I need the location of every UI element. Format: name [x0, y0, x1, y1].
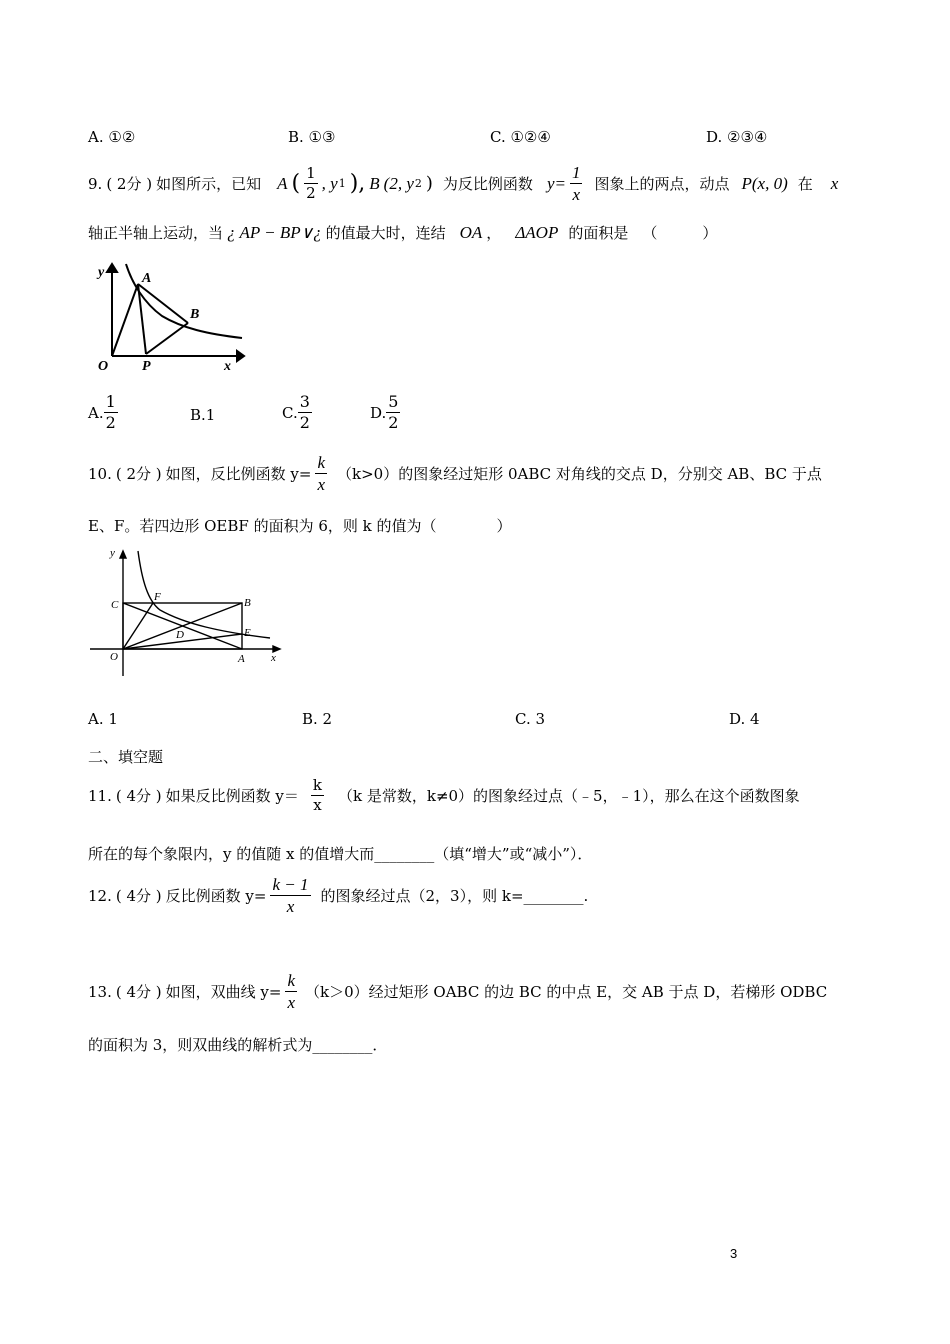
q9-label-b: B: [190, 307, 200, 322]
q12-line: [88, 876, 588, 915]
q13-line1: [88, 972, 827, 1011]
q10-label-c: C: [111, 599, 119, 611]
q9-text-b: 为反比例函数: [442, 175, 533, 193]
q13-number: 13.: [88, 982, 112, 1001]
q9-triangle: ΔAOP: [515, 223, 559, 242]
q10-segment-of: [123, 603, 153, 649]
q9-label-p: P: [142, 359, 151, 374]
q9-option-a: A. $\frac{1}{2}$: [88, 392, 116, 432]
q11-number: 11.: [88, 786, 112, 805]
q9-figure: [92, 258, 252, 376]
q8-option-c: C. ①②④: [490, 128, 551, 146]
q10-option-a: A. 1: [88, 710, 118, 728]
q9-segment-pb: [146, 323, 188, 354]
q9-y1: , y: [321, 173, 338, 193]
q9-sub1: 1: [338, 177, 346, 190]
q9-b-args: (2, y: [383, 173, 414, 193]
q9-line2-b: 的值最大时，连结: [325, 224, 446, 242]
q9-label-o: O: [98, 359, 109, 374]
q9-func-y: y=: [546, 173, 566, 193]
q9-segment-oa: [112, 284, 138, 356]
q9-func-fraction: $\frac{1}{x}$: [571, 163, 581, 204]
q10-line2: E、F。若四边形 OEBF 的面积为 6，则 k 的值为（ ）: [88, 517, 512, 535]
q9-point-a: A: [277, 173, 288, 193]
q9-line1: 9. ( 2分 ) 如图所示，已知 A ( $\frac{1}{2}$ , y 1 ), B (2, y 2 ) 为反比例函数 y= $\frac{1}{x}$ 图象上的两点，动点 P(x, 0) 在 x: [88, 163, 839, 204]
q9-option-d: D. $\frac{5}{2}$: [370, 392, 399, 432]
q10-figure: [90, 546, 290, 680]
q12-score: ( 4分 ): [115, 887, 162, 905]
q13-fraction: $\frac{k}{x}$: [287, 971, 296, 1012]
q10-fraction: $\frac{k}{x}$: [317, 453, 326, 494]
q13-line2: 的面积为 3，则双曲线的解析式为________．: [88, 1036, 388, 1054]
q10-text-b: （k>0）的图象经过矩形 0ABC 对角线的交点 D，分别交 AB、BC 于点: [337, 465, 822, 483]
q9-x-arrow-icon: [237, 351, 244, 361]
q10-label-d: D: [176, 629, 184, 641]
q10-label-b: B: [244, 597, 251, 609]
q11-line1: [88, 778, 800, 813]
q9-comma: ，: [486, 224, 502, 242]
q9-line2-c: 的面积是: [568, 224, 629, 242]
q9-label-a: A: [142, 271, 152, 286]
q11-score: ( 4分 ): [115, 787, 162, 805]
q9-line2-a: 轴正半轴上运动，当: [88, 224, 224, 242]
q9-oa: OA: [459, 223, 483, 242]
q11-text-a: 如果反比例函数 y＝: [165, 787, 299, 805]
q12-text-a: 反比例函数 y=: [165, 887, 267, 905]
q9-half-fraction: $\frac{1}{2}$: [306, 164, 316, 202]
q8-option-d: D. ②③④: [706, 128, 768, 146]
q10-y-arrow-icon: [120, 551, 126, 558]
page-number: 3: [730, 1246, 738, 1261]
q10-text-a: 如图，反比例函数 y=: [165, 465, 312, 483]
q10-line1: [88, 454, 822, 493]
q9-paren: （ ）: [642, 224, 718, 242]
q9-point-p: P(x, 0): [741, 173, 788, 193]
q10-option-b: B. 2: [302, 710, 333, 728]
q10-score: ( 2分 ): [115, 465, 162, 483]
q9-sub2: 2: [414, 177, 422, 190]
q10-label-y: y: [110, 547, 115, 559]
q9-text-c: 图象上的两点，动点: [594, 175, 730, 193]
q9-text-a: 如图所示，已知: [156, 175, 262, 193]
q9-option-c: C. $\frac{3}{2}$: [282, 392, 310, 432]
q9-option-b: B.1: [190, 406, 216, 424]
q11-fraction: $\frac{k}{x}$: [312, 776, 322, 814]
q10-label-x: x: [271, 652, 276, 664]
q9-score: ( 2分 ): [106, 175, 153, 193]
q11-line2: 所在的每个象限内，y 的值随 x 的值增大而________（填“增大”或“减小”）．: [88, 845, 593, 863]
q9-x-var: x: [830, 173, 839, 193]
q10-number: 10.: [88, 464, 112, 483]
q9-abs-expr: ¿ AP − BP∨¿: [227, 223, 322, 242]
q9-label-x: x: [224, 359, 231, 374]
q12-text-b: 的图象经过点（2，3），则 k=________.: [320, 887, 589, 905]
section-2-heading: 二、填空题: [88, 748, 164, 766]
q12-number: 12.: [88, 886, 112, 905]
q10-option-d: D. 4: [729, 710, 760, 728]
q9-number: 9.: [88, 174, 103, 193]
q9-label-y: y: [98, 265, 105, 280]
q12-fraction: $\frac{k - 1}{x}$: [272, 875, 309, 916]
q10-label-o: O: [110, 651, 118, 663]
q13-text-a: 如图，双曲线 y=: [165, 983, 282, 1001]
q13-text-b: （k＞0）经过矩形 OABC 的边 BC 的中点 E，交 AB 于点 D，若梯形 ODBC: [305, 983, 828, 1001]
q10-label-e: E: [244, 627, 251, 639]
q11-text-b: （k 是常数，k≠0）的图象经过点（﹣5，﹣1），那么在这个函数图象: [338, 787, 800, 805]
q10-label-a: A: [238, 653, 245, 665]
q9-text-d: 在: [797, 175, 813, 193]
q10-option-c: C. 3: [515, 710, 546, 728]
q10-label-f: F: [154, 591, 161, 603]
q9-line2: [88, 222, 717, 243]
q9-point-b: B: [369, 173, 380, 193]
q8-option-b: B. ①③: [288, 128, 336, 146]
q8-option-a: A. ①②: [88, 128, 136, 146]
q13-score: ( 4分 ): [115, 983, 162, 1001]
q9-y-arrow-icon: [107, 264, 117, 272]
